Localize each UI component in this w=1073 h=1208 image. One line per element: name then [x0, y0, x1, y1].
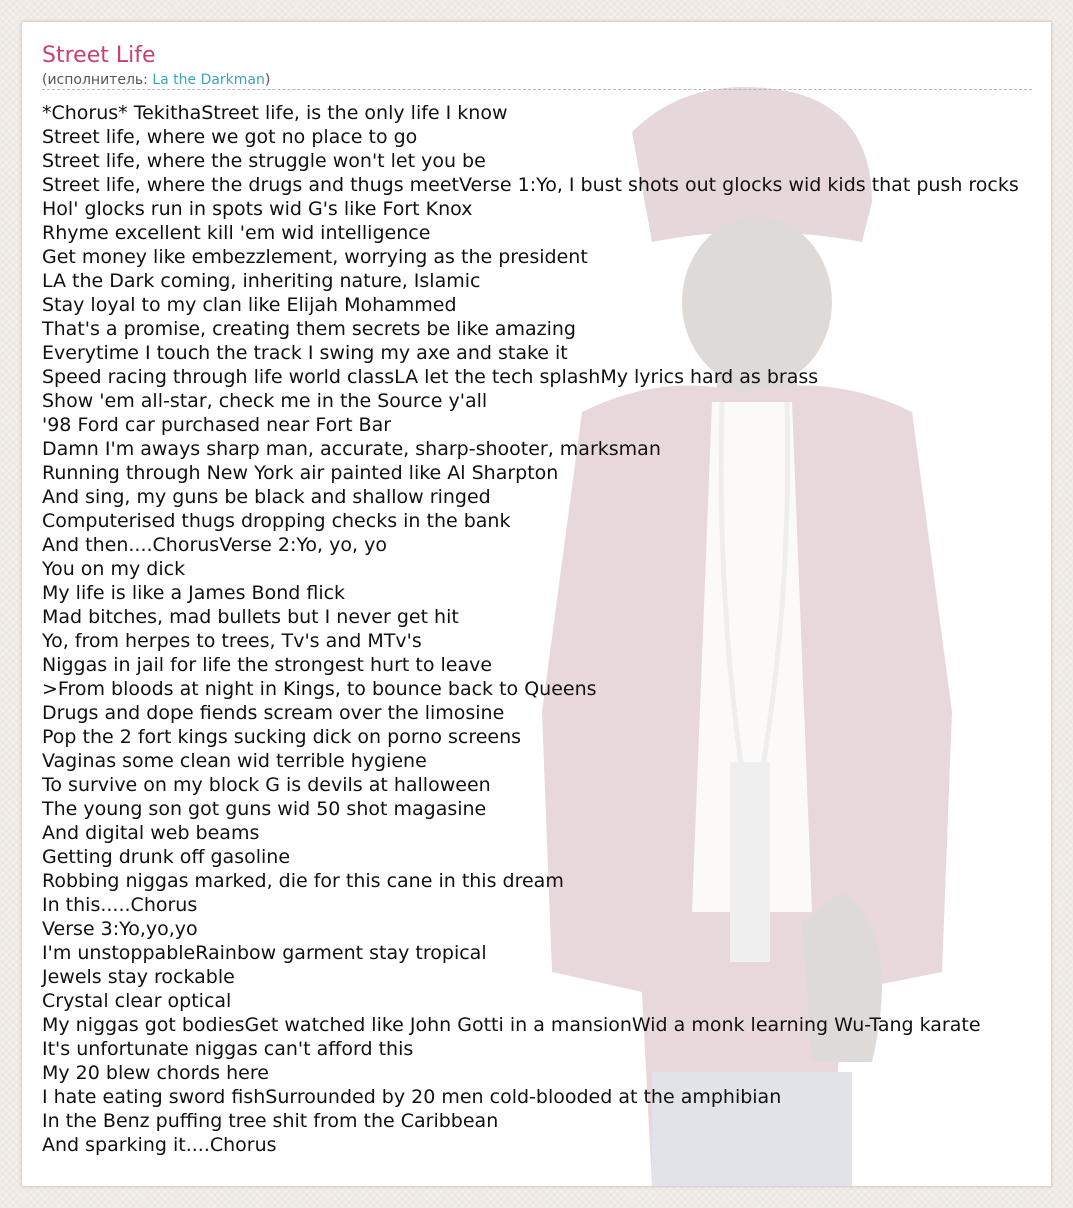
- lyric-line: Drugs and dope fiends scream over the limosine: [42, 702, 505, 724]
- lyric-line: Street life, where we got no place to go: [42, 126, 418, 148]
- lyrics-card: [21, 21, 1052, 1187]
- lyric-line: And sparking it....Chorus: [42, 1134, 277, 1156]
- lyric-line: >From bloods at night in Kings, to bounce back to Queens: [42, 678, 597, 700]
- artist-link[interactable]: La the Darkman: [152, 72, 265, 88]
- lyric-line: Pop the 2 fort kings sucking dick on porno screens: [42, 726, 522, 748]
- lyric-line: Crystal clear optical: [42, 990, 232, 1012]
- lyric-line: Damn I'm aways sharp man, accurate, sharp-shooter, marksman: [42, 438, 661, 460]
- lyric-line: My niggas got bodiesGet watched like John Gotti in a mansionWid a monk learning Wu-Tang karate: [42, 1014, 981, 1036]
- lyric-line: In this.....Chorus: [42, 894, 198, 916]
- lyric-line: Street life, where the drugs and thugs meetVerse 1:Yo, I bust shots out glocks wid kids that push rocks: [42, 174, 1019, 196]
- lyric-line: Niggas in jail for life the strongest hurt to leave: [42, 654, 493, 676]
- lyric-line: Mad bitches, mad bullets but I never get hit: [42, 606, 459, 628]
- lyric-line: Get money like embezzlement, worrying as the president: [42, 246, 588, 268]
- lyric-line: The young son got guns wid 50 shot magasine: [42, 798, 487, 820]
- lyric-line: Street life, where the struggle won't let you be: [42, 150, 486, 172]
- artist-label-close: ): [264, 72, 271, 88]
- lyric-line: It's unfortunate niggas can't afford this: [42, 1038, 414, 1060]
- lyric-line: And then....ChorusVerse 2:Yo, yo, yo: [42, 534, 387, 556]
- lyric-line: Robbing niggas marked, die for this cane in this dream: [42, 870, 564, 892]
- lyric-line: I'm unstoppableRainbow garment stay tropical: [42, 942, 487, 964]
- lyric-line: That's a promise, creating them secrets be like amazing: [42, 318, 576, 340]
- lyric-line: Vaginas some clean wid terrible hygiene: [42, 750, 427, 772]
- lyric-line: *Chorus* TekithaStreet life, is the only life I know: [42, 102, 508, 124]
- lyric-line: Computerised thugs dropping checks in the bank: [42, 510, 511, 532]
- lyric-line: Speed racing through life world classLA let the tech splashMy lyrics hard as brass: [42, 366, 819, 388]
- lyric-line: Getting drunk off gasoline: [42, 846, 291, 868]
- song-title: Street Life: [42, 43, 156, 68]
- lyric-line: My 20 blew chords here: [42, 1062, 269, 1084]
- lyric-line: In the Benz puffing tree shit from the Caribbean: [42, 1110, 499, 1132]
- lyric-line: Running through New York air painted like Al Sharpton: [42, 462, 559, 484]
- lyric-line: Stay loyal to my clan like Elijah Mohammed: [42, 294, 457, 316]
- lyric-line: '98 Ford car purchased near Fort Bar: [42, 414, 392, 436]
- lyric-line: Show 'em all-star, check me in the Source y'all: [42, 390, 488, 412]
- lyric-line: I hate eating sword fishSurrounded by 20 men cold-blooded at the amphibian: [42, 1086, 782, 1108]
- lyric-line: LA the Dark coming, inheriting nature, Islamic: [42, 270, 481, 292]
- lyric-line: Rhyme excellent kill 'em wid intelligence: [42, 222, 431, 244]
- lyric-line: You on my dick: [42, 558, 186, 580]
- lyric-line: And digital web beams: [42, 822, 260, 844]
- artist-label: (исполнитель:: [42, 72, 153, 88]
- lyrics-text: [42, 101, 1019, 1157]
- lyric-line: Yo, from herpes to trees, Tv's and MTv's: [42, 630, 422, 652]
- lyric-line: To survive on my block G is devils at halloween: [42, 774, 491, 796]
- lyric-line: My life is like a James Bond flick: [42, 582, 346, 604]
- title-divider: [42, 89, 1032, 90]
- lyric-line: Hol' glocks run in spots wid G's like Fort Knox: [42, 198, 473, 220]
- artist-credit: [42, 71, 270, 89]
- lyric-line: Jewels stay rockable: [42, 966, 235, 988]
- lyric-line: And sing, my guns be black and shallow ringed: [42, 486, 491, 508]
- lyric-line: Verse 3:Yo,yo,yo: [42, 918, 198, 940]
- lyric-line: Everytime I touch the track I swing my axe and stake it: [42, 342, 568, 364]
